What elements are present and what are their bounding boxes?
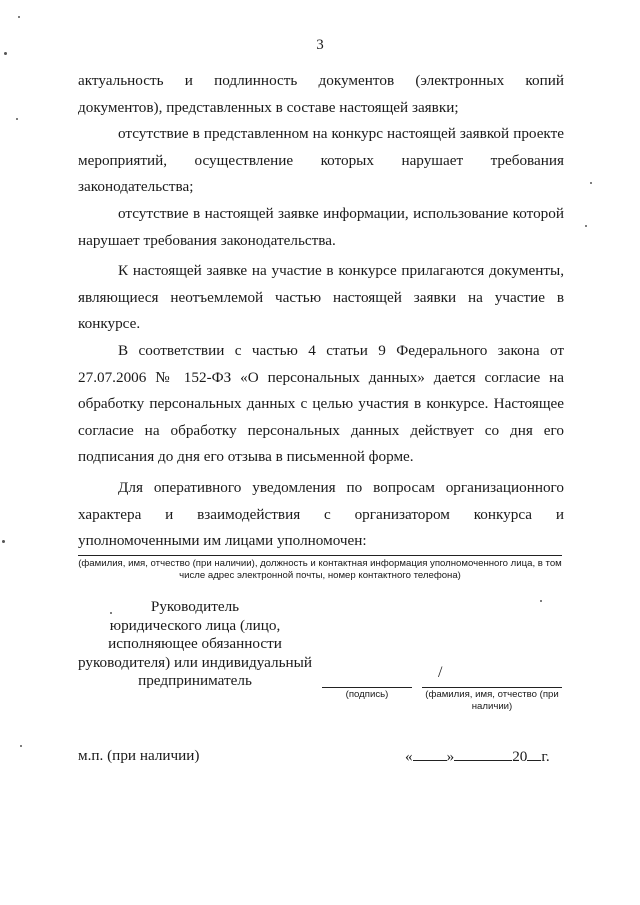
scan-speck: [20, 745, 22, 747]
scan-speck: [4, 52, 7, 55]
date-day-blank: [413, 747, 447, 761]
paragraph-authenticity: актуальность и подлинность документов (электронных копий документов), представленных в составе настоящей заявки;: [78, 72, 564, 116]
name-caption: (фамилия, имя, отчество (при наличии): [425, 689, 559, 712]
paragraph-no-violating-activities: отсутствие в представленном на конкурс настоящей заявкой проекте мероприятий, осуществление которых нарушает требования законодательства;: [78, 125, 564, 196]
date-year-prefix: 20: [512, 748, 528, 765]
head-title-line: предприниматель: [138, 672, 252, 689]
scan-speck: [540, 600, 542, 602]
scan-speck: [110, 612, 112, 614]
authorized-person-line: [78, 555, 562, 556]
head-title-line: Руководитель: [150, 598, 240, 615]
paragraph-attached-documents: К настоящей заявке на участие в конкурсе прилагаются документы, являющиеся неотъемлемой частью настоящей заявки на участие в конкурсе.: [78, 262, 564, 333]
scan-speck: [590, 182, 592, 184]
signature-caption: (подпись): [345, 689, 389, 700]
paragraph-authorized-person: Для оперативного уведомления по вопросам организационного характера и взаимодействия с организатором конкурса и уполномоченными им лицами уполномочен:: [78, 478, 564, 550]
date-year-blank: [527, 747, 541, 761]
scan-speck: [2, 540, 5, 543]
head-title-line: исполняющее обязанности: [108, 635, 282, 652]
page-number: 3: [316, 37, 324, 53]
scan-speck: [585, 225, 587, 227]
name-line: [422, 687, 562, 688]
body-text: [78, 68, 564, 555]
head-title-line: юридического лица (лицо,: [109, 616, 281, 634]
scan-speck: [18, 16, 20, 18]
date-field: [405, 747, 550, 766]
authorized-person-caption: (фамилия, имя, отчество (при наличии), должность и контактная информация уполномоченного лица, в том числе адрес электронной почты, номер контактного телефона): [78, 558, 562, 581]
date-open-quote: «: [405, 748, 413, 765]
scan-speck: [16, 118, 18, 120]
head-title-block: [70, 598, 320, 691]
signature-separator: /: [438, 664, 443, 681]
paragraph-no-violating-information: отсутствие в настоящей заявке информации, использование которой нарушает требования законодательства.: [78, 204, 564, 249]
date-month-blank: [454, 747, 512, 761]
signature-line: [322, 687, 412, 688]
seal-label: м.п. (при наличии): [78, 747, 200, 764]
head-title-line: руководителя) или индивидуальный: [77, 653, 313, 671]
date-close-quote: »: [446, 748, 455, 765]
paragraph-personal-data-consent: В соответствии с частью 4 статьи 9 Федерального закона от 27.07.2006 № 152-ФЗ «О персональных данных» дается согласие на обработку персональных данных с целью участия в конкурсе. Настоящее согласие на обработку персональных данных действует со дня его подписания до дня его отзыва в письменной форме.: [78, 341, 564, 466]
date-year-suffix: г.: [541, 748, 550, 765]
